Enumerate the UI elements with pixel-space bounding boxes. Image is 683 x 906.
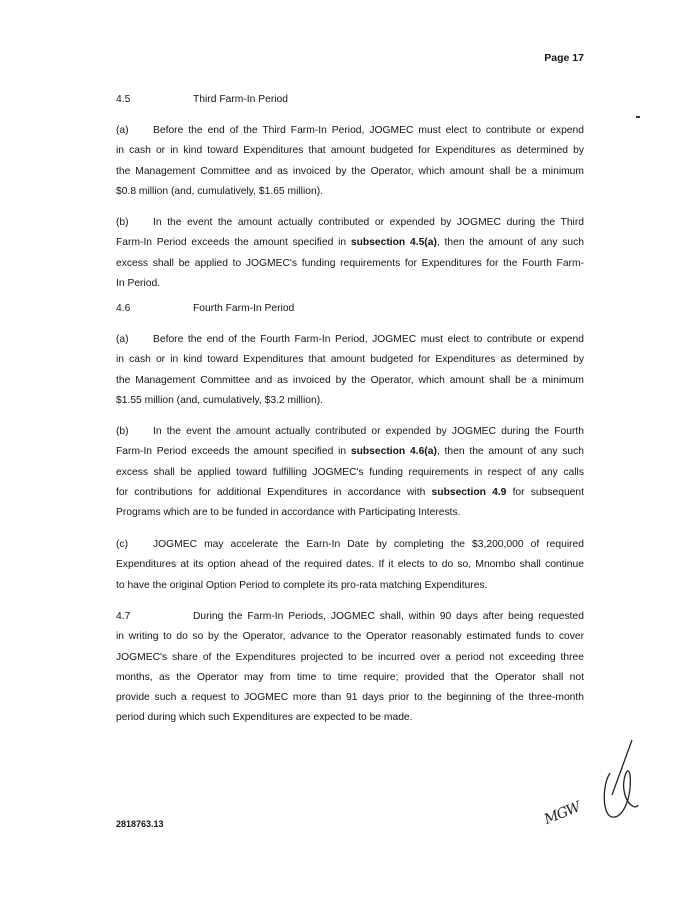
paragraph-label: (c): [116, 539, 129, 550]
text-line: [116, 330, 584, 350]
text-segment: JOGMEC's share of the Expenditures projected to be incurred over a period not exceeding three: [116, 651, 584, 663]
section-title: Fourth Farm-In Period: [193, 303, 295, 314]
text-segment: the Management Committee and as invoiced by the Operator, which amount shall be a minimum: [116, 374, 584, 386]
paragraph-label: (b): [116, 426, 129, 437]
text-segment: the Management Committee and as invoiced by the Operator, which amount shall be a minimum: [116, 165, 584, 177]
paragraph-4-6-b: [116, 422, 584, 523]
text-line: [116, 182, 584, 202]
paragraph-4-7: [116, 607, 584, 729]
text-segment: excess shall be applied toward fulfilling JOGMEC's funding requirements in respect of any calls: [116, 466, 584, 478]
text-segment: in writing to do so by the Operator, advance to the Operator reasonably estimated funds to cover: [116, 631, 584, 643]
text-line: [116, 607, 584, 627]
text-segment: in cash or in kind toward Expenditures that amount budgeted for Expenditures as determined by: [116, 145, 584, 157]
text-segment: , then the amount of any such: [436, 446, 584, 458]
text-line: [116, 274, 584, 294]
text-line: [116, 627, 584, 647]
paragraph-4-6-a: [116, 330, 584, 411]
text-line: [116, 162, 584, 182]
text-segment: in cash or in kind toward Expenditures that amount budgeted for Expenditures as determined by: [116, 354, 584, 366]
text-line: [116, 503, 584, 523]
text-line: [116, 371, 584, 391]
text-segment: $1.55 million (and, cumulatively, $3.2 million).: [116, 394, 323, 406]
text-segment: excess shall be applied to JOGMEC's funding requirements for Expenditures for the Fourth Farm-: [116, 257, 584, 269]
page-number: Page 17: [544, 52, 584, 64]
text-segment: In Period.: [116, 277, 161, 289]
scan-mark: [636, 116, 640, 118]
paragraph-label: 4.7: [116, 611, 131, 622]
text-line: [116, 121, 584, 141]
text-line: [116, 555, 584, 575]
text-segment: In the event the amount actually contributed or expended by JOGMEC during the Third: [153, 217, 584, 228]
cross-reference: subsection 4.9: [431, 486, 507, 498]
signature: [540, 735, 660, 848]
text-line: [116, 350, 584, 370]
text-segment: Farm-In Period exceeds the amount specified in: [116, 446, 351, 458]
paragraph-4-5-a: [116, 121, 584, 202]
text-segment: JOGMEC may accelerate the Earn-In Date by completing the $3,200,000 of required: [153, 539, 584, 550]
section-heading-4-6: [116, 303, 586, 314]
text-line: [116, 668, 584, 688]
section-title: Third Farm-In Period: [193, 94, 288, 105]
text-line: [116, 648, 584, 668]
text-segment: Programs which are to be funded in accordance with Participating Interests.: [116, 507, 461, 519]
section-number: 4.6: [116, 303, 131, 314]
text-segment: In the event the amount actually contributed or expended by JOGMEC during the Fourth: [153, 426, 584, 437]
text-line: [116, 535, 584, 555]
text-line: [116, 463, 584, 483]
section-heading-4-5: [116, 94, 586, 105]
text-line: [116, 233, 584, 253]
paragraph-label: (a): [116, 125, 129, 136]
paragraph-4-6-c: [116, 535, 584, 596]
text-line: [116, 213, 584, 233]
text-segment: Before the end of the Third Farm-In Period, JOGMEC must elect to contribute or expend: [153, 125, 584, 136]
text-line: [116, 422, 584, 442]
text-line: [116, 254, 584, 274]
document-id: 2818763.13: [116, 819, 164, 829]
text-segment: , then the amount of any such: [436, 237, 584, 249]
text-segment: Before the end of the Fourth Farm-In Period, JOGMEC must elect to contribute or expend: [153, 334, 584, 345]
text-segment: Expenditures at its option ahead of the required dates. If it elects to do so, Mnombo shall continue: [116, 559, 584, 571]
text-line: [116, 391, 584, 411]
text-segment: $0.8 million (and, cumulatively, $1.65 million).: [116, 185, 323, 197]
text-line: [116, 576, 584, 596]
text-segment: period during which such Expenditures are expected to be made.: [116, 712, 413, 724]
text-line: [116, 708, 584, 728]
text-line: [116, 483, 584, 503]
paragraph-4-5-b: [116, 213, 584, 294]
text-line: [116, 688, 584, 708]
text-segment: to have the original Option Period to complete its pro-rata matching Expenditures.: [116, 579, 488, 591]
section-number: 4.5: [116, 94, 131, 105]
text-segment: months, as the Operator may from time to time require; provided that the Operator shall not: [116, 671, 584, 683]
text-line: [116, 442, 584, 462]
text-segment: During the Farm-In Periods, JOGMEC shall, within 90 days after being requested: [193, 611, 584, 622]
text-segment: for contributions for additional Expenditures in accordance with: [116, 486, 432, 498]
cross-reference: subsection 4.5(a): [350, 237, 437, 249]
text-line: [116, 141, 584, 161]
text-segment: for subsequent: [506, 486, 584, 498]
text-segment: provide such a request to JOGMEC more than 91 days prior to the beginning of the three-month: [116, 692, 584, 704]
paragraph-label: (b): [116, 217, 129, 228]
signature-initials: MGW: [542, 799, 583, 828]
text-segment: Farm-In Period exceeds the amount specified in: [116, 237, 351, 249]
cross-reference: subsection 4.6(a): [350, 446, 437, 458]
paragraph-label: (a): [116, 334, 129, 345]
